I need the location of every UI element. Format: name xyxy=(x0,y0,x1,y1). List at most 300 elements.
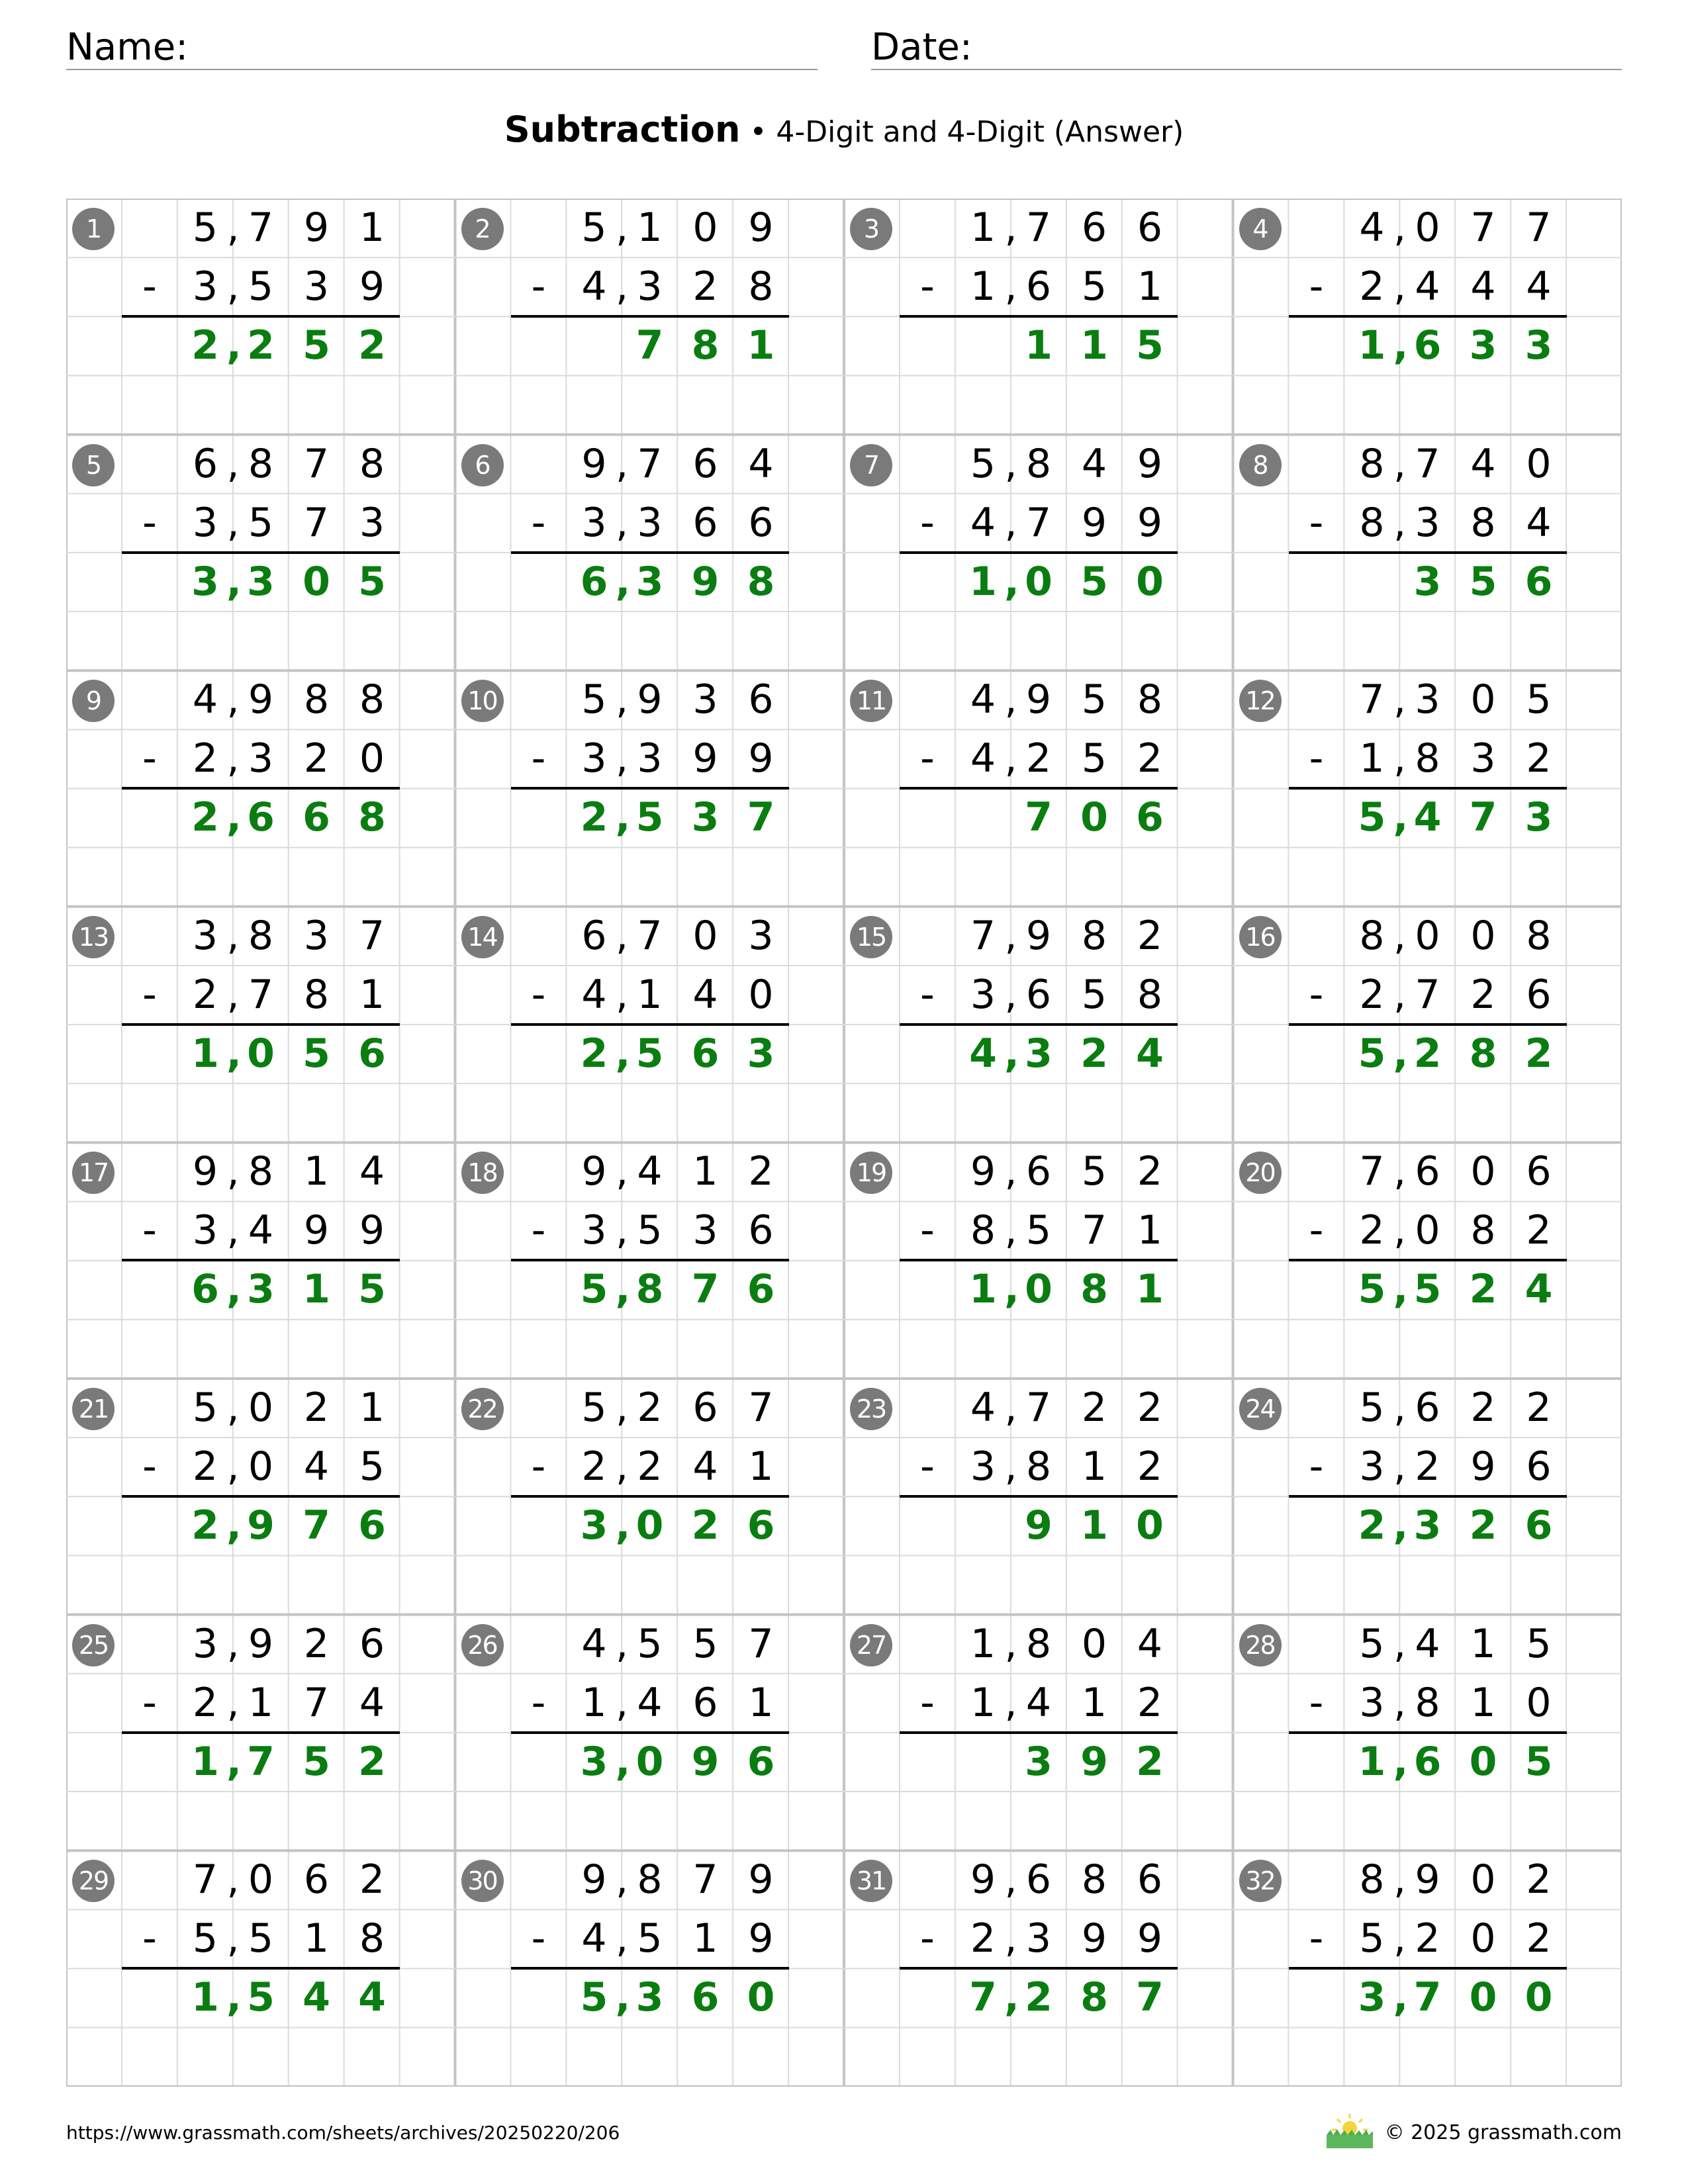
subtrahend-digit: 0 xyxy=(1526,1679,1552,1726)
minuend-digit: 5 xyxy=(192,1385,218,1431)
subtrahend-digit: 2 xyxy=(1359,263,1385,310)
subtrahend-comma: , xyxy=(615,499,629,546)
subtrahend-digit: 8 xyxy=(303,971,330,1018)
subtrahend-digit: 8 xyxy=(1415,735,1440,782)
subtrahend-digit: 2 xyxy=(970,1915,996,1962)
minuend-digit: 7 xyxy=(303,440,330,487)
answer-digit: 6 xyxy=(691,1974,720,2021)
minuend-comma: , xyxy=(226,912,240,959)
subtrahend-digit: 7 xyxy=(248,971,274,1018)
answer-digit: 3 xyxy=(635,558,664,605)
subtrahend-digit: 2 xyxy=(1137,1679,1163,1726)
minuend-digit: 9 xyxy=(748,205,774,251)
minuend-digit: 7 xyxy=(1359,1148,1385,1195)
minuend-comma: , xyxy=(1393,1856,1407,1903)
minuend-digit: 1 xyxy=(359,205,385,251)
answer-digit: 0 xyxy=(1080,794,1108,841)
minuend-digit: 4 xyxy=(359,1148,385,1195)
answer-digit: 2 xyxy=(191,322,219,369)
minuend-digit: 2 xyxy=(303,1385,330,1431)
minus-sign: - xyxy=(1309,1443,1324,1490)
answer-digit: 3 xyxy=(1025,1030,1053,1077)
answer-digit: 1 xyxy=(191,1738,219,1785)
subtrahend-digit: 4 xyxy=(581,1915,607,1962)
problem-number-badge: 21 xyxy=(72,1388,115,1430)
subtrahend-digit: 9 xyxy=(303,1207,330,1254)
answer-comma: , xyxy=(615,794,631,841)
subtraction-rule xyxy=(122,1023,400,1026)
answer-digit: 9 xyxy=(247,1502,275,1549)
subtrahend-digit: 3 xyxy=(637,499,663,546)
problem-30 xyxy=(455,1850,845,2086)
answer-digit: 4 xyxy=(1413,794,1442,841)
minuend-comma: , xyxy=(615,676,629,723)
subtrahend-digit: 8 xyxy=(1025,1443,1052,1490)
minuend-digit: 4 xyxy=(1359,205,1385,251)
answer-comma: , xyxy=(226,558,242,605)
minuend-digit: 9 xyxy=(581,1148,607,1195)
answer-digit: 3 xyxy=(1358,1974,1386,2021)
minuend-digit: 7 xyxy=(692,1856,718,1903)
subtrahend-digit: 1 xyxy=(748,1443,774,1490)
minus-sign: - xyxy=(920,1207,935,1254)
minuend-digit: 0 xyxy=(692,205,718,251)
subtrahend-comma: , xyxy=(1393,1915,1407,1962)
minuend-comma: , xyxy=(1004,1385,1017,1431)
problem-number-badge: 15 xyxy=(850,916,892,958)
subtrahend-digit: 1 xyxy=(1081,1443,1107,1490)
answer-digit: 5 xyxy=(303,322,330,369)
minus-sign: - xyxy=(142,735,157,782)
minuend-comma: , xyxy=(226,1620,240,1667)
minuend-digit: 1 xyxy=(637,205,663,251)
subtrahend-digit: 1 xyxy=(248,1679,274,1726)
answer-digit: 1 xyxy=(1358,322,1386,369)
minus-sign: - xyxy=(920,1443,935,1490)
minuend-digit: 4 xyxy=(192,676,218,723)
subtrahend-comma: , xyxy=(615,1915,629,1962)
subtraction-rule xyxy=(511,1023,789,1026)
subtrahend-digit: 4 xyxy=(970,499,996,546)
answer-digit: 3 xyxy=(635,1974,664,2021)
subtrahend-digit: 9 xyxy=(1470,1443,1496,1490)
subtraction-rule xyxy=(900,315,1178,318)
answer-digit: 4 xyxy=(1524,1266,1553,1313)
answer-digit: 5 xyxy=(303,1738,330,1785)
answer-comma: , xyxy=(1393,1738,1409,1785)
subtrahend-digit: 3 xyxy=(692,1207,718,1254)
subtrahend-digit: 5 xyxy=(248,263,274,310)
problem-18 xyxy=(455,1142,845,1378)
subtrahend-comma: , xyxy=(226,1679,240,1726)
name-label: Name: xyxy=(66,26,189,69)
problem-26 xyxy=(455,1615,845,1850)
subtrahend-comma: , xyxy=(226,499,240,546)
subtrahend-digit: 2 xyxy=(1359,971,1385,1018)
minuend-comma: , xyxy=(1393,205,1407,251)
minus-sign: - xyxy=(531,1443,546,1490)
answer-digit: 0 xyxy=(747,1974,775,2021)
answer-digit: 1 xyxy=(1025,322,1053,369)
answer-digit: 0 xyxy=(1025,1266,1053,1313)
minus-sign: - xyxy=(1309,499,1324,546)
subtrahend-comma: , xyxy=(1004,1915,1017,1962)
problem-20 xyxy=(1233,1142,1622,1378)
answer-digit: 5 xyxy=(1080,558,1108,605)
answer-digit: 5 xyxy=(580,1974,608,2021)
answer-digit: 5 xyxy=(1136,322,1164,369)
problem-number-badge: 11 xyxy=(850,680,892,722)
minuend-comma: , xyxy=(1004,676,1017,723)
subtrahend-digit: 4 xyxy=(581,263,607,310)
subtraction-rule xyxy=(900,787,1178,790)
answer-comma: , xyxy=(226,794,242,841)
problem-number-badge: 26 xyxy=(461,1624,504,1666)
problem-21 xyxy=(66,1379,455,1614)
subtrahend-digit: 2 xyxy=(192,1443,218,1490)
problem-number-badge: 3 xyxy=(850,208,892,250)
subtrahend-digit: 2 xyxy=(1415,1443,1440,1490)
minuend-digit: 5 xyxy=(581,676,607,723)
minuend-comma: , xyxy=(1393,676,1407,723)
minuend-digit: 7 xyxy=(248,205,274,251)
answer-digit: 6 xyxy=(247,794,275,841)
subtrahend-digit: 4 xyxy=(1526,499,1552,546)
minus-sign: - xyxy=(531,1207,546,1254)
problem-9 xyxy=(66,670,455,906)
subtrahend-digit: 3 xyxy=(1470,735,1496,782)
answer-digit: 8 xyxy=(1080,1974,1108,2021)
problem-number-badge: 19 xyxy=(850,1152,892,1194)
problem-32 xyxy=(1233,1850,1622,2086)
subtrahend-digit: 6 xyxy=(1025,263,1052,310)
subtrahend-digit: 3 xyxy=(581,499,607,546)
subtrahend-digit: 2 xyxy=(192,971,218,1018)
subtrahend-digit: 1 xyxy=(970,1679,996,1726)
subtrahend-digit: 1 xyxy=(581,1679,607,1726)
subtrahend-comma: , xyxy=(1393,735,1407,782)
answer-digit: 7 xyxy=(247,1738,275,1785)
subtrahend-digit: 5 xyxy=(1359,1915,1385,1962)
subtrahend-digit: 9 xyxy=(1081,499,1107,546)
subtrahend-digit: 3 xyxy=(359,499,385,546)
answer-digit: 3 xyxy=(580,1502,608,1549)
minuend-digit: 5 xyxy=(1526,676,1552,723)
subtrahend-digit: 2 xyxy=(1526,735,1552,782)
minuend-digit: 7 xyxy=(748,1385,774,1431)
subtrahend-digit: 3 xyxy=(637,263,663,310)
subtrahend-digit: 4 xyxy=(692,971,718,1018)
subtrahend-digit: 4 xyxy=(1025,1679,1052,1726)
minuend-comma: , xyxy=(226,1148,240,1195)
subtrahend-comma: , xyxy=(226,263,240,310)
answer-digit: 1 xyxy=(969,1266,997,1313)
answer-digit: 1 xyxy=(747,322,775,369)
answer-comma: , xyxy=(1004,558,1019,605)
answer-comma: , xyxy=(615,1974,631,2021)
subtrahend-comma: , xyxy=(1393,499,1407,546)
minus-sign: - xyxy=(920,735,935,782)
problem-12 xyxy=(1233,670,1622,906)
subtrahend-digit: 5 xyxy=(248,1915,274,1962)
answer-digit: 1 xyxy=(303,1266,330,1313)
minuend-digit: 5 xyxy=(1359,1620,1385,1667)
minuend-digit: 9 xyxy=(581,1856,607,1903)
answer-digit: 5 xyxy=(1413,1266,1442,1313)
minuend-comma: , xyxy=(615,1620,629,1667)
subtrahend-digit: 7 xyxy=(303,1679,330,1726)
answer-digit: 3 xyxy=(1524,322,1553,369)
answer-comma: , xyxy=(1393,794,1409,841)
subtrahend-comma: , xyxy=(1393,1207,1407,1254)
problem-22 xyxy=(455,1379,845,1614)
minus-sign: - xyxy=(920,1915,935,1962)
problem-15 xyxy=(844,907,1233,1142)
answer-digit: 8 xyxy=(1080,1266,1108,1313)
subtrahend-digit: 9 xyxy=(1137,499,1163,546)
answer-digit: 8 xyxy=(358,794,386,841)
subtrahend-comma: , xyxy=(1004,263,1017,310)
answer-digit: 2 xyxy=(191,794,219,841)
minuend-digit: 0 xyxy=(248,1856,274,1903)
subtrahend-digit: 3 xyxy=(303,263,330,310)
problem-7 xyxy=(844,435,1233,670)
answer-comma: , xyxy=(226,1266,242,1313)
minuend-digit: 2 xyxy=(748,1148,774,1195)
problem-number-badge: 23 xyxy=(850,1388,892,1430)
subtrahend-digit: 8 xyxy=(1470,499,1496,546)
subtrahend-digit: 1 xyxy=(359,971,385,1018)
footer-url[interactable]: https://www.grassmath.com/sheets/archives/20250220/206 xyxy=(66,2122,620,2144)
problem-14 xyxy=(455,907,845,1142)
minuend-comma: , xyxy=(1393,1385,1407,1431)
answer-digit: 6 xyxy=(747,1738,775,1785)
title-main: Subtraction xyxy=(504,109,741,150)
subtraction-rule xyxy=(511,787,789,790)
minus-sign: - xyxy=(142,499,157,546)
subtrahend-comma: , xyxy=(226,971,240,1018)
problem-number-badge: 28 xyxy=(1239,1624,1282,1666)
minuend-digit: 8 xyxy=(303,676,330,723)
minuend-digit: 3 xyxy=(192,912,218,959)
minus-sign: - xyxy=(142,1915,157,1962)
minuend-digit: 6 xyxy=(1415,1148,1440,1195)
subtraction-rule xyxy=(900,1259,1178,1261)
answer-digit: 1 xyxy=(1358,1738,1386,1785)
subtrahend-digit: 1 xyxy=(637,971,663,1018)
subtrahend-digit: 3 xyxy=(1359,1443,1385,1490)
subtrahend-comma: , xyxy=(615,971,629,1018)
subtrahend-comma: , xyxy=(615,263,629,310)
subtrahend-digit: 4 xyxy=(692,1443,718,1490)
subtraction-rule xyxy=(1289,1023,1567,1026)
subtrahend-digit: 8 xyxy=(1415,1679,1440,1726)
subtrahend-digit: 6 xyxy=(692,499,718,546)
minuend-digit: 6 xyxy=(748,676,774,723)
minuend-digit: 3 xyxy=(1415,676,1440,723)
minuend-digit: 5 xyxy=(581,1385,607,1431)
subtrahend-digit: 1 xyxy=(303,1915,330,1962)
problem-6 xyxy=(455,435,845,670)
answer-digit: 0 xyxy=(1524,1974,1553,2021)
answer-digit: 8 xyxy=(747,558,775,605)
answer-digit: 1 xyxy=(191,1030,219,1077)
subtrahend-digit: 8 xyxy=(359,1915,385,1962)
minus-sign: - xyxy=(142,1443,157,1490)
problem-number-badge: 8 xyxy=(1239,444,1282,486)
subtrahend-digit: 8 xyxy=(1359,499,1385,546)
answer-digit: 0 xyxy=(1136,1502,1164,1549)
problem-number-badge: 9 xyxy=(72,680,115,722)
subtrahend-digit: 9 xyxy=(692,735,718,782)
problem-23 xyxy=(844,1379,1233,1614)
answer-digit: 4 xyxy=(1136,1030,1164,1077)
minuend-digit: 8 xyxy=(1025,1620,1052,1667)
problem-25 xyxy=(66,1615,455,1850)
answer-digit: 9 xyxy=(1025,1502,1053,1549)
minus-sign: - xyxy=(531,735,546,782)
subtraction-rule xyxy=(1289,551,1567,554)
minuend-comma: , xyxy=(1393,912,1407,959)
subtraction-rule xyxy=(511,551,789,554)
minuend-digit: 9 xyxy=(192,1148,218,1195)
answer-digit: 4 xyxy=(358,1974,386,2021)
minus-sign: - xyxy=(920,263,935,310)
subtrahend-digit: 8 xyxy=(748,263,774,310)
subtrahend-digit: 5 xyxy=(1081,971,1107,1018)
minuend-digit: 6 xyxy=(359,1620,385,1667)
problem-number-badge: 7 xyxy=(850,444,892,486)
subtrahend-comma: , xyxy=(1393,1679,1407,1726)
minuend-digit: 1 xyxy=(303,1148,330,1195)
name-field[interactable] xyxy=(66,24,818,70)
subtrahend-digit: 1 xyxy=(1081,1679,1107,1726)
minuend-digit: 8 xyxy=(1526,912,1552,959)
minuend-digit: 9 xyxy=(1137,440,1163,487)
subtraction-rule xyxy=(1289,1731,1567,1734)
minuend-digit: 9 xyxy=(1025,676,1052,723)
minuend-digit: 6 xyxy=(1081,205,1107,251)
answer-digit: 5 xyxy=(1358,794,1386,841)
minuend-digit: 2 xyxy=(303,1620,330,1667)
subtrahend-digit: 9 xyxy=(1137,1915,1163,1962)
problem-31 xyxy=(844,1850,1233,2086)
subtrahend-digit: 8 xyxy=(970,1207,996,1254)
minuend-digit: 7 xyxy=(1025,205,1052,251)
problem-13 xyxy=(66,907,455,1142)
answer-digit: 1 xyxy=(1080,1502,1108,1549)
minus-sign: - xyxy=(1309,1915,1324,1962)
subtrahend-comma: , xyxy=(226,1915,240,1962)
problem-number-badge: 4 xyxy=(1239,208,1282,250)
problem-number-badge: 12 xyxy=(1239,680,1282,722)
minus-sign: - xyxy=(1309,735,1324,782)
subtrahend-digit: 6 xyxy=(1526,1443,1552,1490)
minus-sign: - xyxy=(531,1679,546,1726)
answer-digit: 3 xyxy=(747,1030,775,1077)
subtrahend-digit: 1 xyxy=(692,1915,718,1962)
answer-digit: 3 xyxy=(1413,1502,1442,1549)
subtrahend-digit: 6 xyxy=(748,1207,774,1254)
answer-digit: 6 xyxy=(1136,794,1164,841)
answer-digit: 0 xyxy=(1469,1738,1497,1785)
minuend-digit: 6 xyxy=(1415,1385,1440,1431)
minuend-digit: 3 xyxy=(303,912,330,959)
problem-number-badge: 32 xyxy=(1239,1860,1282,1902)
problem-number-badge: 24 xyxy=(1239,1388,1282,1430)
minuend-comma: , xyxy=(1393,440,1407,487)
subtrahend-digit: 2 xyxy=(1359,1207,1385,1254)
minuend-digit: 2 xyxy=(1137,912,1163,959)
subtrahend-digit: 5 xyxy=(637,1915,663,1962)
minus-sign: - xyxy=(920,499,935,546)
minuend-comma: , xyxy=(615,205,629,251)
answer-digit: 2 xyxy=(1469,1502,1497,1549)
answer-digit: 6 xyxy=(358,1030,386,1077)
worksheet-title xyxy=(0,106,1688,162)
answer-digit: 5 xyxy=(1469,558,1497,605)
subtrahend-digit: 6 xyxy=(748,499,774,546)
subtrahend-digit: 7 xyxy=(1415,971,1440,1018)
minuend-digit: 8 xyxy=(1081,1856,1107,1903)
minuend-digit: 9 xyxy=(1025,912,1052,959)
problem-3 xyxy=(844,199,1233,434)
date-field[interactable] xyxy=(871,24,1622,70)
subtraction-rule xyxy=(511,1259,789,1261)
answer-digit: 8 xyxy=(1469,1030,1497,1077)
answer-comma: , xyxy=(226,1974,242,2021)
subtrahend-digit: 3 xyxy=(637,735,663,782)
minuend-digit: 0 xyxy=(1470,676,1496,723)
answer-digit: 3 xyxy=(1025,1738,1053,1785)
answer-comma: , xyxy=(1393,1502,1409,1549)
minuend-digit: 7 xyxy=(1470,205,1496,251)
answer-digit: 5 xyxy=(303,1030,330,1077)
problem-number-badge: 2 xyxy=(461,208,504,250)
subtrahend-digit: 3 xyxy=(192,1207,218,1254)
subtraction-rule xyxy=(122,551,400,554)
answer-digit: 9 xyxy=(1080,1738,1108,1785)
subtraction-rule xyxy=(122,1967,400,1970)
subtrahend-digit: 0 xyxy=(248,1443,274,1490)
subtrahend-digit: 3 xyxy=(581,735,607,782)
subtrahend-digit: 4 xyxy=(581,971,607,1018)
subtrahend-digit: 9 xyxy=(359,263,385,310)
minuend-digit: 9 xyxy=(248,676,274,723)
subtrahend-digit: 2 xyxy=(1025,735,1052,782)
answer-digit: 2 xyxy=(1413,1030,1442,1077)
answer-digit: 9 xyxy=(691,1738,720,1785)
subtraction-rule xyxy=(900,1731,1178,1734)
minuend-digit: 0 xyxy=(1415,912,1440,959)
minuend-digit: 0 xyxy=(1470,1148,1496,1195)
minus-sign: - xyxy=(142,1207,157,1254)
problem-27 xyxy=(844,1615,1233,1850)
subtrahend-digit: 1 xyxy=(1137,263,1163,310)
minuend-digit: 2 xyxy=(1081,1385,1107,1431)
answer-comma: , xyxy=(615,1266,631,1313)
answer-digit: 0 xyxy=(247,1030,275,1077)
minuend-digit: 3 xyxy=(692,676,718,723)
answer-digit: 2 xyxy=(580,794,608,841)
answer-digit: 5 xyxy=(1358,1030,1386,1077)
subtraction-rule xyxy=(900,551,1178,554)
subtrahend-comma: , xyxy=(226,1207,240,1254)
answer-comma: , xyxy=(1393,1266,1409,1313)
minus-sign: - xyxy=(142,263,157,310)
minuend-digit: 1 xyxy=(970,1620,996,1667)
problem-16 xyxy=(1233,907,1622,1142)
